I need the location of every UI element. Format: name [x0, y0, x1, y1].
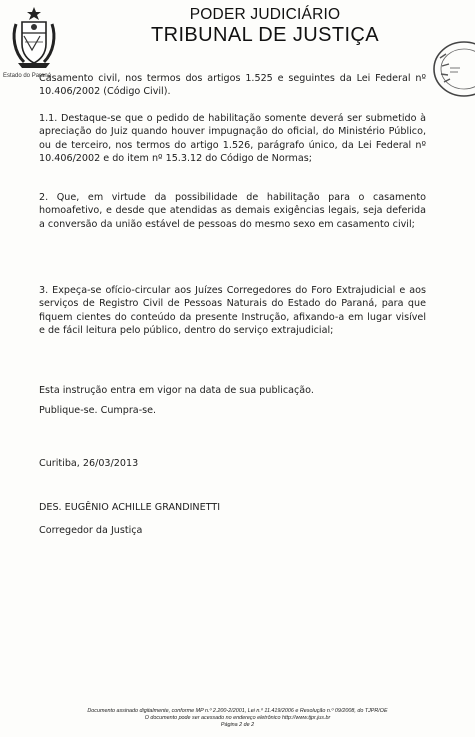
signer-name: DES. EUGÊNIO ACHILLE GRANDINETTI	[39, 502, 221, 513]
signer-title: Corregedor da Justiça	[39, 525, 143, 536]
vigor-statement: Esta instrução entra em vigor na data de sua publicação.	[39, 385, 314, 396]
publique-statement: Publique-se. Cumpra-se.	[39, 405, 157, 416]
header-poder-judiciario: PODER JUDICIÁRIO	[189, 6, 341, 23]
footer-access-notice: O documento pode ser acessado no endereço eletrônico http://www.tjpr.jus.br	[144, 715, 331, 721]
footer-page-number: Página 2 de 2	[220, 722, 255, 728]
paragraph-intro: Casamento civil, nos termos dos artigos 1.525 e seguintes da Lei Federal nº 10.406/2002 (Código Civil).	[39, 73, 426, 98]
paragraph-1-1: 1.1. Destaque-se que o pedido de habilitação somente deverá ser submetido à apreciação do Juiz quando houver impugnação do oficial, do Ministério Público, ou de terceiro, nos termos do artigo 1.526, parágrafo único, da Lei Federal nº 10.406/2002 e do item nº 15.3.12 do Código de Normas;	[39, 113, 426, 164]
tribunal-stamp-icon	[430, 38, 475, 100]
place-date: Curitiba, 26/03/2013	[39, 458, 139, 469]
emblem-caption: Estado do Paraná	[3, 73, 52, 79]
paragraph-3: 3. Expeça-se ofício-circular aos Juízes Corregedores do Foro Extrajudicial e aos serviços de Registro Civil de Pessoas Naturais do Estado do Paraná, para que fiquem cientes do conteúdo da presente Instrução, afixando-a em lugar visível e de fácil leitura pelo público, dentro do serviço extrajudicial;	[39, 285, 426, 336]
parana-coat-of-arms-icon	[10, 6, 58, 70]
footer-signature-notice: Documento assinado digitalmente, conforme MP n.º 2.200-2/2001, Lei n.º 11.419/2006 e Resolução n.º 09/2008, do TJPR/OE	[87, 708, 388, 714]
header-tribunal-de-justica: TRIBUNAL DE JUSTIÇA	[150, 24, 379, 46]
paragraph-2: 2. Que, em virtude da possibilidade de habilitação para o casamento homoafetivo, e desde que atendidas as demais exigências legais, seja deferida a conversão da união estável de pessoas do mesmo sexo em casamento civil;	[39, 192, 426, 230]
